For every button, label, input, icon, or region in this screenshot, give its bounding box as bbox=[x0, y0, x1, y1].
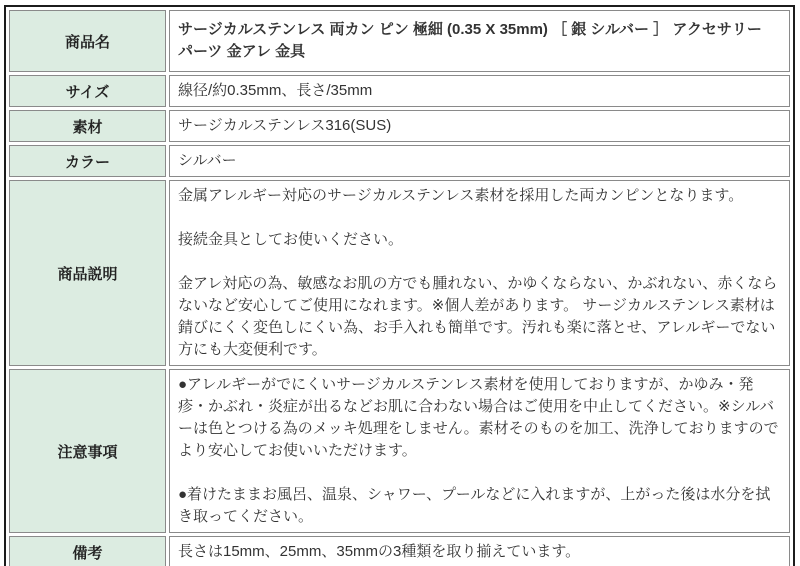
row-value-product-name: サージカルステンレス 両カン ピン 極細 (0.35 X 35mm) ［ 銀 シルバー ］ アクセサリー パーツ 金アレ 金具 bbox=[169, 10, 790, 72]
row-value-color: シルバー bbox=[169, 145, 790, 177]
row-value-size: 線径/約0.35mm、長さ/35mm bbox=[169, 75, 790, 107]
row-label-remarks: 備考 bbox=[9, 536, 166, 566]
row-value-remarks: 長さは15mm、25mm、35mmの3種類を取り揃えています。 bbox=[169, 536, 790, 566]
row-label-precautions: 注意事項 bbox=[9, 369, 166, 533]
row-label-description: 商品説明 bbox=[9, 180, 166, 366]
row-label-material: 素材 bbox=[9, 110, 166, 142]
table-row-remarks bbox=[9, 536, 790, 566]
description-paragraph: 金アレ対応の為、敏感なお肌の方でも腫れない、かゆくならない、かぶれない、赤くならないなど安心してご使用になれます。※個人差があります。 サージカルステンレス素材は錆びにくく変色しにくい為、お手入れも簡単です。汚れも楽に落とせ、アレルギーでない方にも大変便利です。 bbox=[178, 275, 778, 358]
description-paragraph: 接続金具としてお使いください。 bbox=[178, 231, 404, 248]
table-row-precautions bbox=[9, 369, 790, 533]
description-paragraph: 金属アレルギー対応のサージカルステンレス素材を採用した両カンピンとなります。 bbox=[178, 187, 744, 204]
row-value-precautions bbox=[169, 369, 790, 533]
table-row-color bbox=[9, 145, 790, 177]
table-row-product-name bbox=[9, 10, 790, 72]
row-label-size: サイズ bbox=[9, 75, 166, 107]
table-row-size bbox=[9, 75, 790, 107]
row-label-color: カラー bbox=[9, 145, 166, 177]
row-label-product-name: 商品名 bbox=[9, 10, 166, 72]
precaution-paragraph: ●アレルギーがでにくいサージカルステンレス素材を使用しておりますが、かゆみ・発疹・かぶれ・炎症が出るなどお肌に合わない場合はご使用を中止してください。※シルバーは色とつける為のメッキ処理をしません。素材そのものを加工、洗浄しておりますのでより安心してお使いいただけます。 bbox=[178, 376, 779, 459]
table-row-material bbox=[9, 110, 790, 142]
row-value-material: サージカルステンレス316(SUS) bbox=[169, 110, 790, 142]
product-spec-table bbox=[4, 5, 795, 566]
table-row-description bbox=[9, 180, 790, 366]
precaution-paragraph: ●着けたままお風呂、温泉、シャワー、プールなどに入れますが、上がった後は水分を拭き取ってください。 bbox=[178, 486, 771, 525]
row-value-description bbox=[169, 180, 790, 366]
